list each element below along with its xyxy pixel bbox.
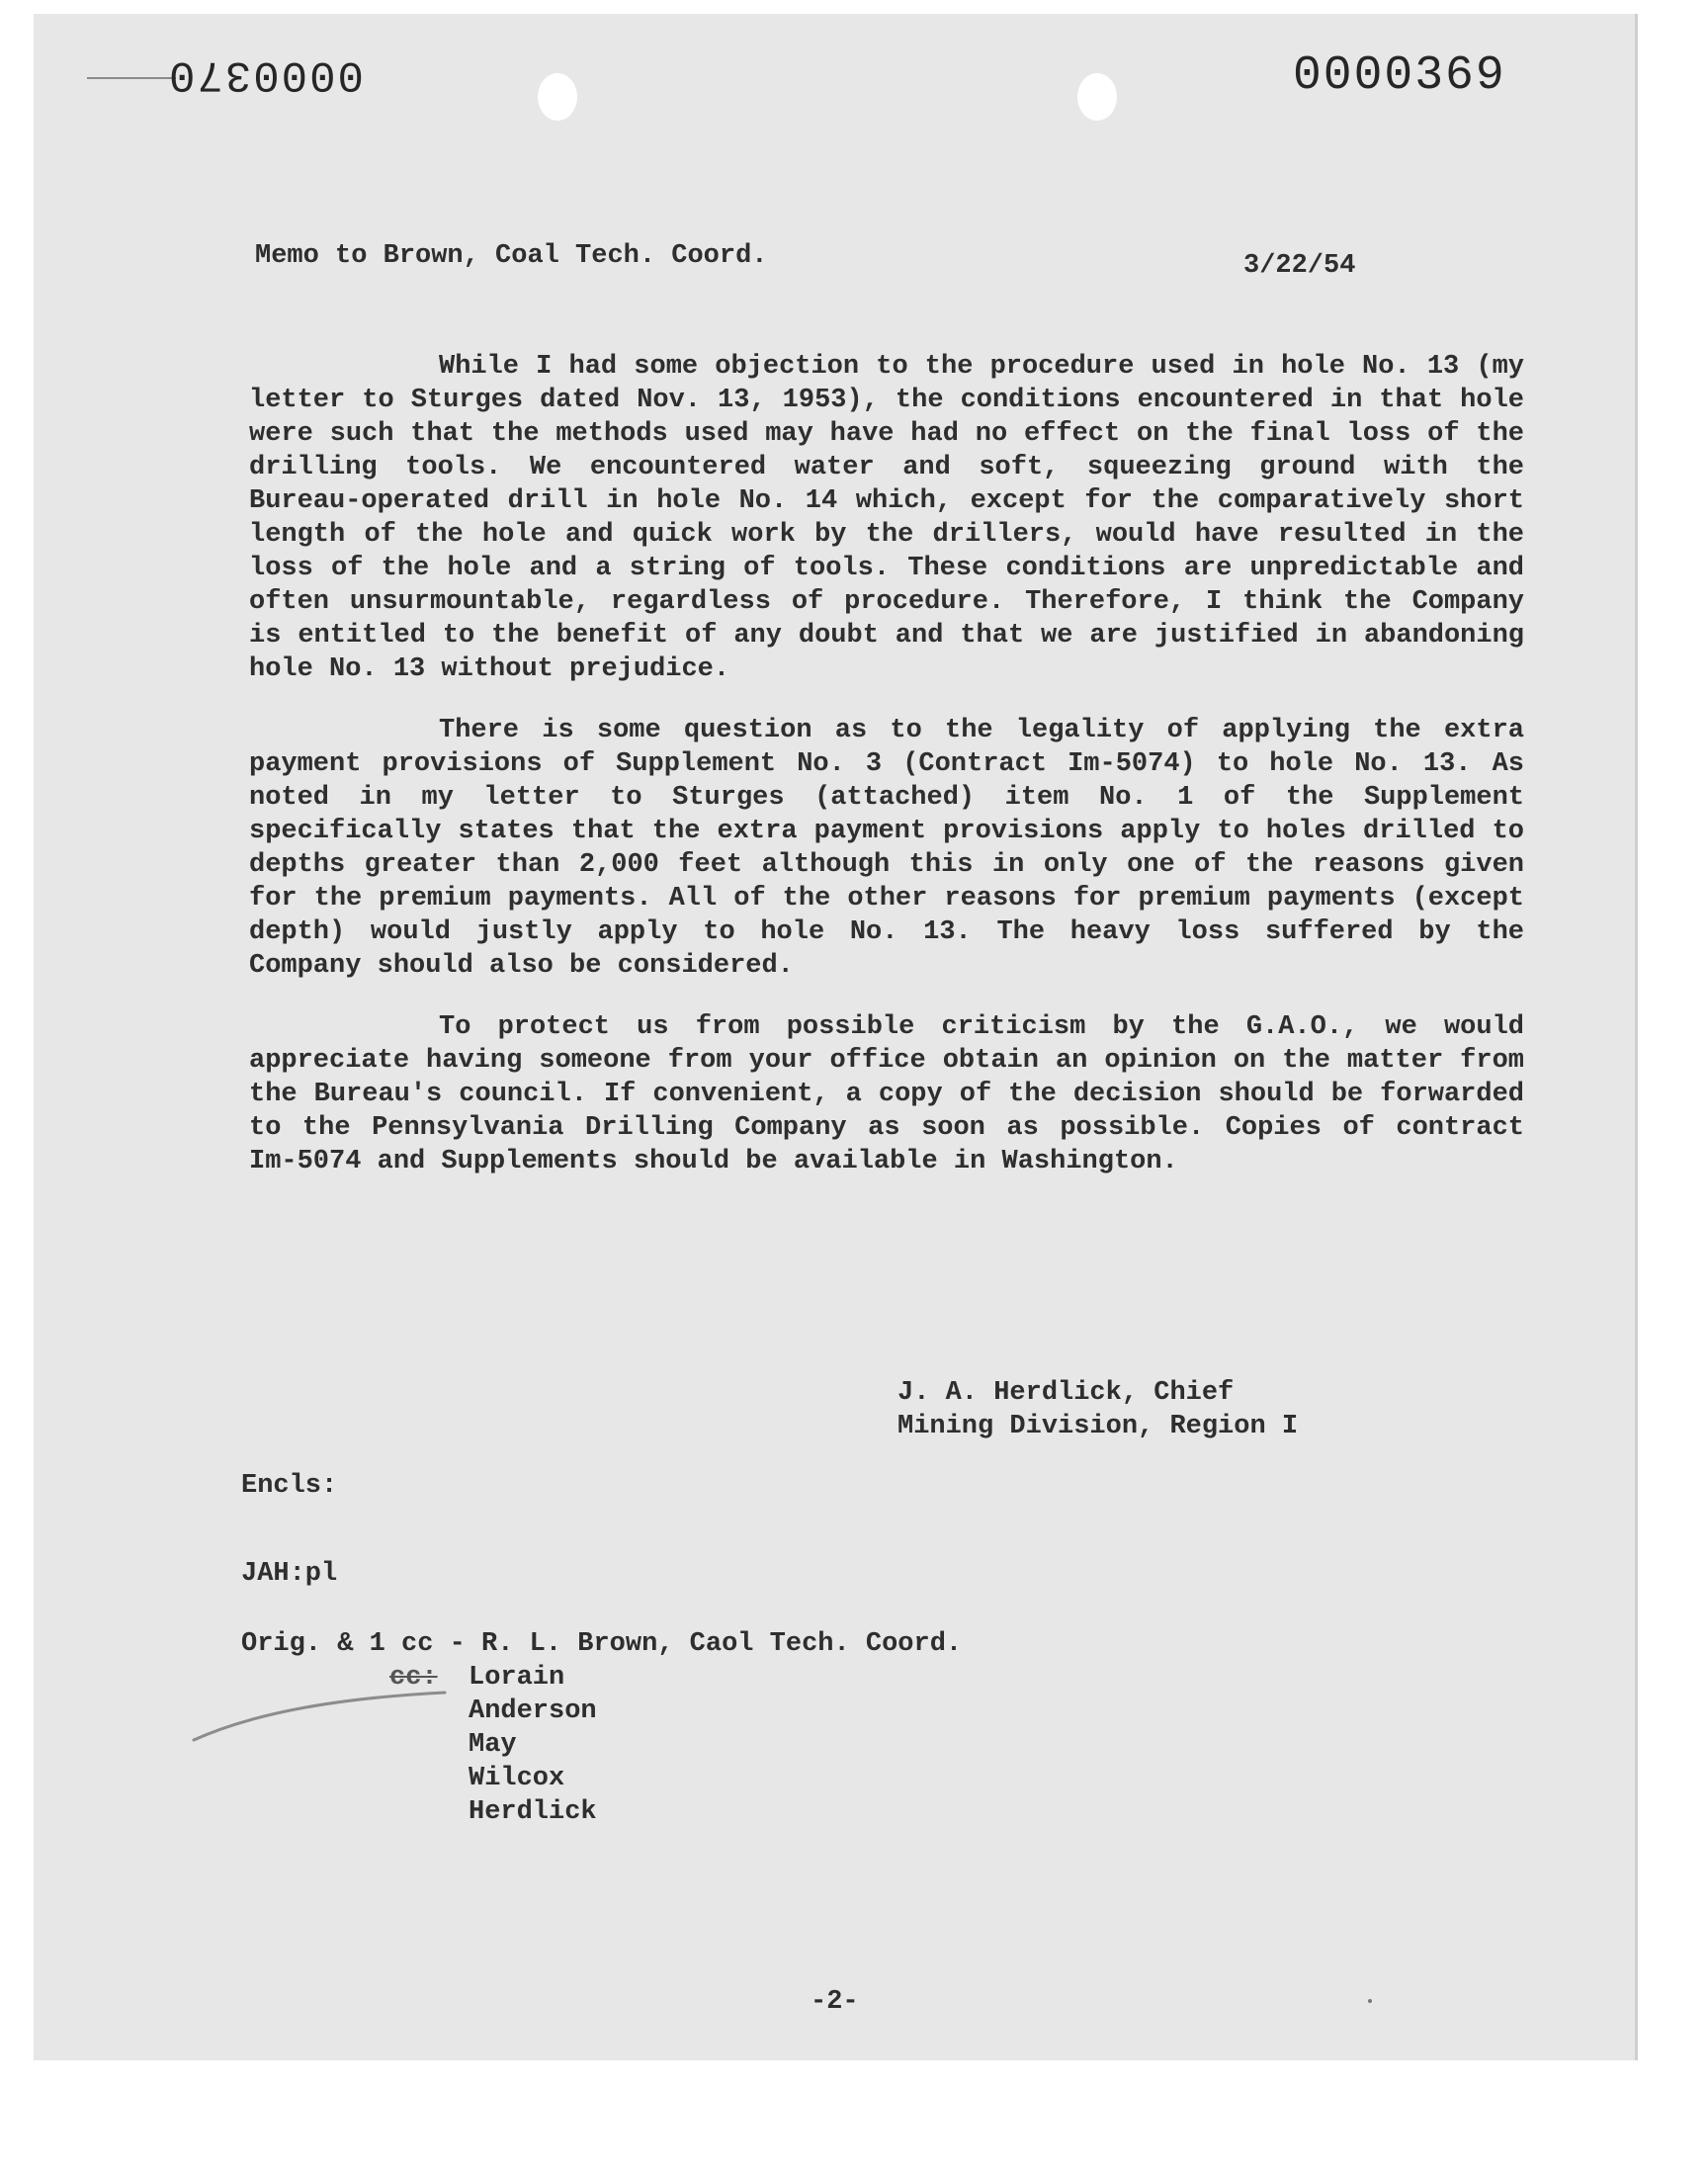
- typist-initials: JAH:pl: [241, 1559, 338, 1589]
- scan-speck: [1368, 1999, 1372, 2003]
- memo-body: [249, 350, 1524, 1206]
- paragraph: To protect us from possible criticism by the G.A.O., we would appreciate having someone from your office obtain an opinion on the matter from the Bureau's council. If convenient, a copy of the decision should be forwarded to the Pennsylvania Drilling Company as soon as possible. Copies of contract Im-5074 and Supplements should be available in Washington.: [249, 1012, 1524, 1176]
- enclosures-label: Encls:: [241, 1471, 338, 1501]
- paragraph: While I had some objection to the procedure used in hole No. 13 (my letter to Sturges dated Nov. 13, 1953), the conditions encountered in that hole were such that the methods used may have had no effect on the final loss of the drilling tools. We encountered water and soft, squeezing ground with the Bureau-operated drill in hole No. 14 which, except for the comparatively short length of the hole and quick work by the drillers, would have resulted in the loss of the hole and a string of tools. These conditions are unpredictable and often unsurmountable, regardless of procedure. Therefore, I think the Company is entitled to the benefit of any doubt and that we are justified in abandoning hole No. 13 without prejudice.: [249, 352, 1524, 684]
- document-page: [34, 14, 1638, 2060]
- document-stamp-left: 0000370: [167, 49, 364, 99]
- signature-name: J. A. Herdlick, Chief: [897, 1378, 1235, 1408]
- memo-heading: Memo to Brown, Coal Tech. Coord.: [255, 241, 768, 271]
- original-copy-line: Orig. & 1 cc - R. L. Brown, Caol Tech. Coord.: [241, 1629, 963, 1659]
- cc-name: Lorain: [469, 1663, 565, 1693]
- cc-label: cc:: [389, 1663, 438, 1693]
- memo-date: 3/22/54: [1243, 251, 1356, 281]
- cc-name: Herdlick: [469, 1797, 597, 1827]
- cc-name: Anderson: [469, 1696, 597, 1726]
- stamp-underline: [87, 77, 176, 79]
- page-number: -2-: [811, 1987, 859, 2017]
- punch-hole: [538, 73, 577, 121]
- signature-title: Mining Division, Region I: [897, 1412, 1299, 1441]
- pen-stroke: [192, 1685, 449, 1744]
- cc-name: Wilcox: [469, 1764, 565, 1793]
- signature-block: [897, 1376, 1298, 1443]
- cc-name: May: [469, 1730, 517, 1760]
- paragraph: There is some question as to the legality of applying the extra payment provisions of Supplement No. 3 (Contract Im-5074) to hole No. 13. As noted in my letter to Sturges (attached) item No. 1 of the Supplement specifically states that the extra payment provisions apply to holes drilled to depths greater than 2,000 feet although this in only one of the reasons given for the premium payments. All of the other reasons for premium payments (except depth) would justly apply to hole No. 13. The heavy loss suffered by the Company should also be considered.: [249, 716, 1524, 981]
- punch-hole: [1077, 73, 1117, 121]
- document-stamp-right: 0000369: [1293, 49, 1506, 103]
